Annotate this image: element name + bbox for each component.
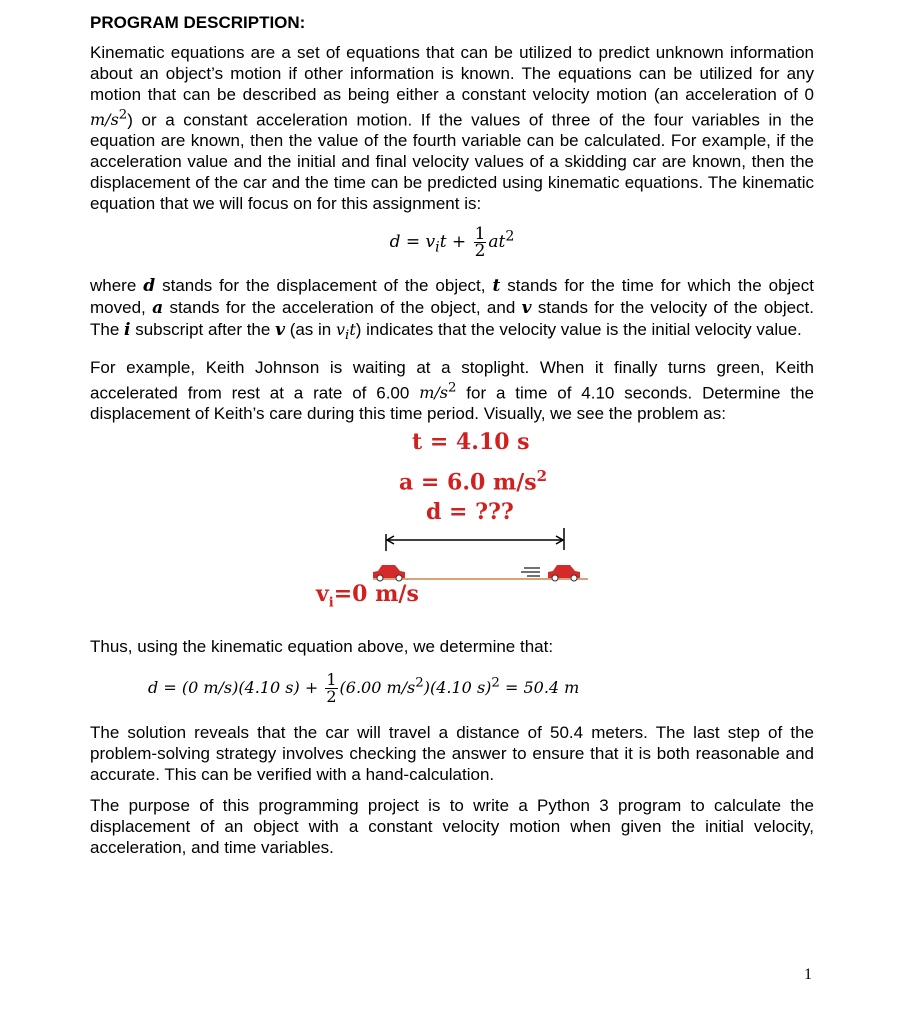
page-number: 1 [804,966,812,983]
document-page [90,12,814,858]
purpose-paragraph: The purpose of this programming project is to write a Python 3 program to calculate the displacement of an object with a constant velocity motion when given the initial velocity, acceleration, and time variables. [90,795,814,857]
solution-equation: d = (0 m/s)(4.10 s) + $\frac{1}{2}$ (6.00 $m/s^2)(4.10$ s)$^2$ = 50.4 m [148,669,580,706]
example-paragraph: For example, Keith Johnson is waiting at a stoplight. When it finally turns green, Keith accelerated from rest at a rate of 6.00 $m/s^2$ for a time of 4.10 seconds. Determine the displacement of Keith’s care during this time period. Visually, we see the problem as: [90,357,814,423]
motion-diagram [90,430,814,626]
solution-paragraph: The solution reveals that the car will travel a distance of 50.4 meters. The last step of the problem-solving strategy involves checking the answer to ensure that it is both reasonable and accurate. This can be verified with a hand-calculation. [90,722,814,784]
displacement-arrow [386,528,564,551]
initial-velocity-label: $v_i=0$ m/s [316,580,419,611]
acceleration-label: a = 6.0 $m/s^2$ [399,466,548,496]
variable-definitions: where d stands for the displacement of the object, t stands for the time for which the object moved, a stands for the acceleration of the object, and v stands for the velocity of the object. The i subscript after the v (as in $v_it$) indicates that the velocity value is the initial velocity value. [90,276,815,344]
fraction-one-half-2: $\frac{1}{2}$ [326,669,337,706]
speed-lines-icon [521,568,540,576]
kinematic-equation: $d = v_it$ + $\frac{1}{2}$ $at^2$ [389,224,515,262]
intro-paragraph: Kinematic equations are a set of equations that can be utilized to predict unknown information about an object’s motion if other information is known. The equations can be utilized for any motion that can be described as being either a constant velocity motion (an acceleration of 0 $m/s^2$) or a constant acceleration motion. If the values of three of the four variables in the equation are known, then the value of the fourth variable can be calculated. For example, if the acceleration value and the initial and final velocity values of a skidding car are known, then the displacement of the car and the time can be predicted using kinematic equations. The kinematic equation that we will focus on for this assignment is: [90,43,814,214]
displacement-label: d = ??? [426,498,514,525]
unit-ms2: $m/s^2$ [90,108,128,130]
section-heading: PROGRAM DESCRIPTION: [90,13,306,32]
time-label: t = 4.10 s [412,428,530,455]
fraction-one-half: $\frac{1}{2}$ [474,224,486,262]
motion-svg [90,430,814,626]
thus-paragraph: Thus, using the kinematic equation above, we determine that: [90,636,554,656]
